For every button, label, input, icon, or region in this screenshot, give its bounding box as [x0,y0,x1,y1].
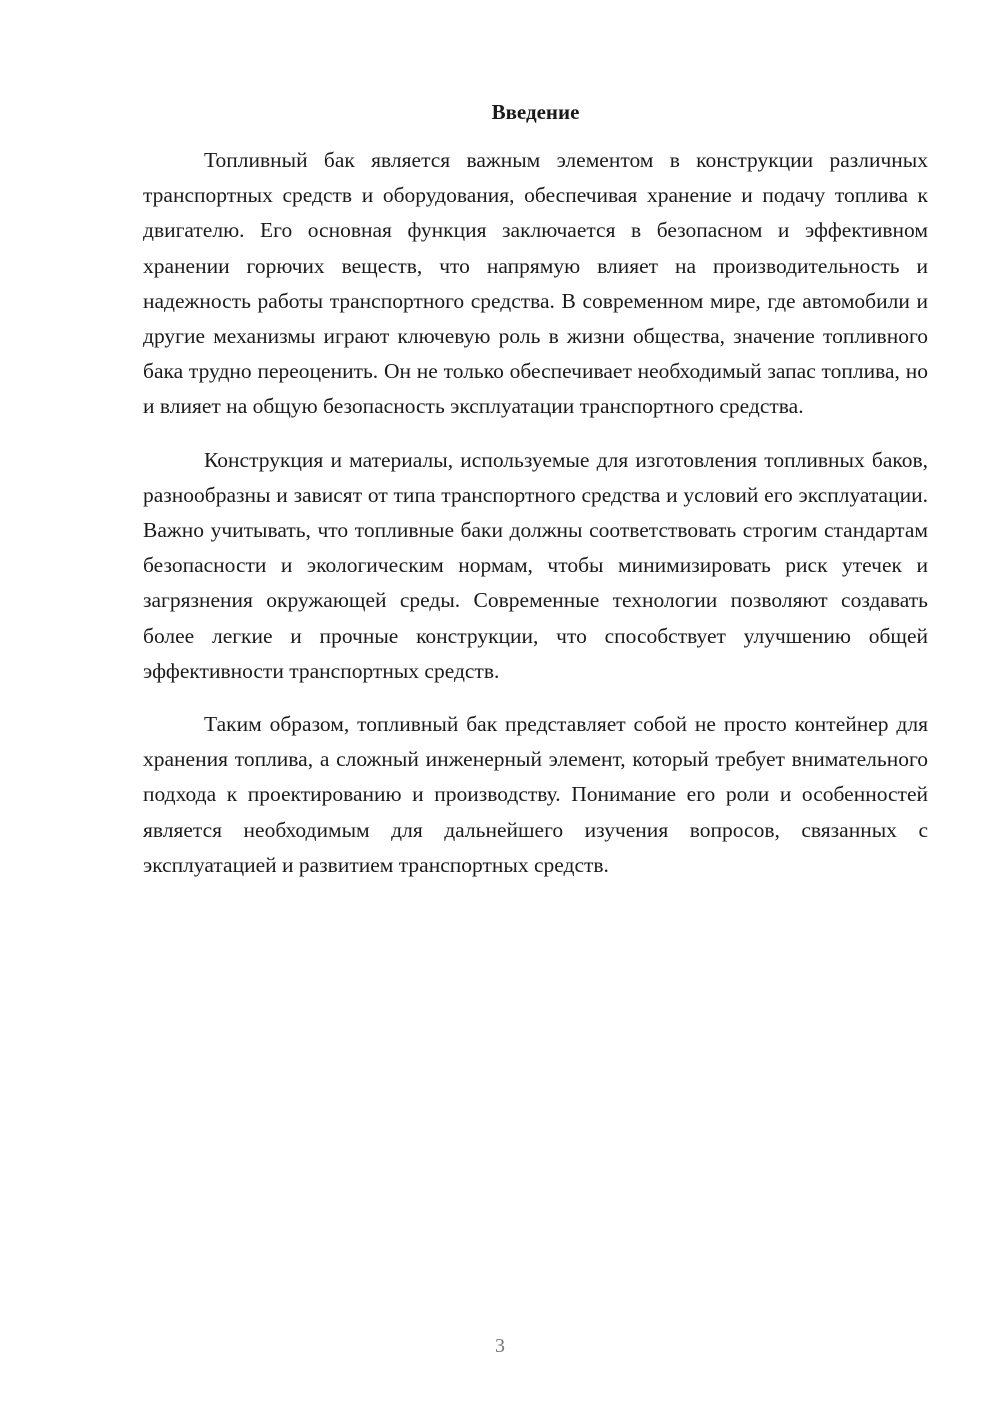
section-title: Введение [491,100,580,124]
paragraph-3: Таким образом, топливный бак представляет собой не просто контейнер для хранения топлива, а сложный инженерный элемент, который требует внимательного подхода к проектированию и производству. Понимание его роли и особенностей является необходимым для дальнейшего изучения вопросов, связанных с эксплуатацией и развитием транспортных средств. [143,712,928,877]
paragraph-2: Конструкция и материалы, используемые для изготовления топливных баков, разнообразны и зависят от типа транспортного средства и условий его эксплуатации. Важно учитывать, что топливные баки должны соответствовать строгим стандартам безопасности и экологическим нормам, чтобы минимизировать риск утечек и загрязнения окружающей среды. Современные технологии позволяют создавать более легкие и прочные конструкции, что способствует улучшению общей эффективности транспортных средств. [143,447,928,683]
paragraph-1: Топливный бак является важным элементом в конструкции различных транспортных средств и оборудования, обеспечивая хранение и подачу топлива к двигателю. Его основная функция заключается в безопасном и эффективном хранении горючих веществ, что напрямую влияет на производительность и надежность работы транспортного средства. В современном мире, где автомобили и другие механизмы играют ключевую роль в жизни общества, значение топливного бака трудно переоценить. Он не только обеспечивает необходимый запас топлива, но и влияет на общую безопасность эксплуатации транспортного средства. [143,148,928,419]
page-number: 3 [495,1335,505,1357]
body-text [143,143,928,901]
